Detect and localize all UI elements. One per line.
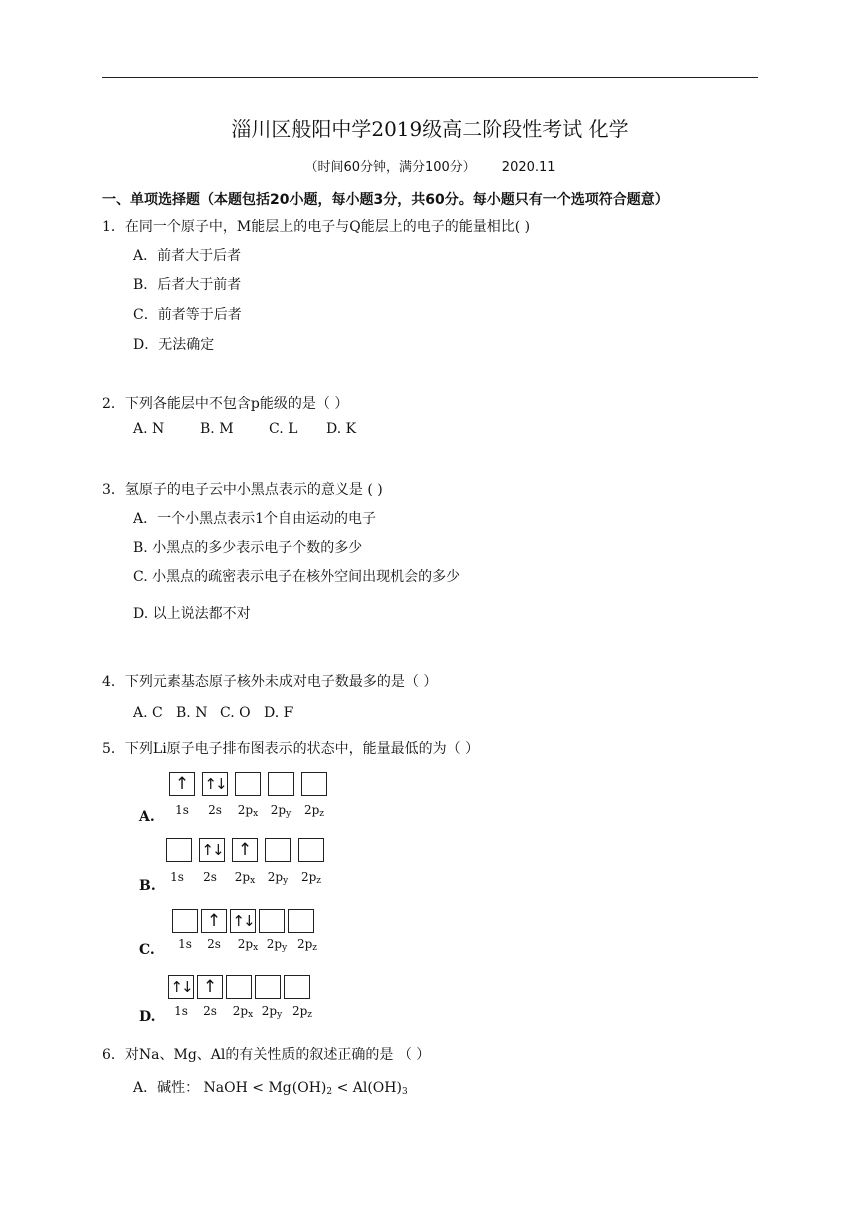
question-1-option-a: A．前者大于后者 [133, 248, 242, 264]
orbital-box [166, 838, 192, 862]
question-3-option-d: D. 以上说法都不对 [133, 606, 251, 622]
diagram-c-label: C. [139, 942, 155, 958]
time-info: （时间60分钟，满分100分） [304, 160, 476, 175]
question-4-option-a: A. C [133, 705, 163, 721]
question-6-option-a: A．碱性： NaOH < $Mg(OH)_2 < Al(OH)_3$ [133, 1080, 408, 1097]
question-5-stem: 5．下列Li原子电子排布图表示的状态中，能量最低的为（ ） [102, 741, 480, 757]
orbital-box [284, 975, 310, 999]
orbital-box: ↑↓ [168, 975, 194, 999]
question-3-option-b: B. 小黑点的多少表示电子个数的多少 [133, 540, 363, 556]
orbital-box: ↑ [197, 975, 223, 999]
orbital-label: $2p_y$ [270, 803, 292, 819]
page-title: 淄川区般阳中学2019级高二阶段性考试 化学 [231, 117, 629, 141]
orbital-box [226, 975, 252, 999]
orbital-box [268, 772, 294, 796]
orbital-box [265, 838, 291, 862]
orbital-label: 2s [203, 870, 217, 884]
question-3-option-a: A．一个小黑点表示1个自由运动的电子 [133, 511, 377, 527]
orbital-label: $2p_x$ [234, 870, 256, 886]
question-1-option-d: D．无法确定 [133, 337, 215, 353]
question-1-option-b: B．后者大于前者 [133, 277, 242, 293]
orbital-label: $2p_y$ [266, 937, 288, 953]
orbital-box [301, 772, 327, 796]
question-2-option-a: A. N [133, 421, 165, 437]
diagram-d-label: D. [139, 1009, 156, 1025]
orbital-box [235, 772, 261, 796]
orbital-label: $2p_y$ [267, 870, 289, 886]
question-4-stem: 4．下列元素基态原子核外未成对电子数最多的是（ ） [102, 674, 438, 690]
question-4-option-b: B. N [176, 705, 208, 721]
orbital-label: $2p_z$ [291, 1004, 313, 1020]
diagram-a-label: A. [139, 809, 155, 825]
diagram-b-label: B. [139, 878, 156, 894]
orbital-label: 2s [208, 803, 222, 817]
exam-date: 2020.11 [501, 160, 556, 175]
question-3-stem: 3．氢原子的电子云中小黑点表示的意义是 ( ) [102, 482, 383, 498]
orbital-label: $2p_z$ [300, 870, 322, 886]
question-2-stem: 2．下列各能层中不包含p能级的是（ ） [102, 396, 349, 412]
orbital-label: 2s [203, 1004, 217, 1018]
section-heading: 一、单项选择题（本题包括20小题，每小题3分，共60分。每小题只有一个选项符合题意） [102, 192, 669, 208]
orbital-label: 1s [174, 1004, 188, 1018]
orbital-box [255, 975, 281, 999]
orbital-box: ↑ [201, 909, 227, 933]
question-4-option-d: D. F [264, 705, 294, 721]
question-6-stem: 6．对Na、Mg、Al的有关性质的叙述正确的是 （ ） [102, 1047, 431, 1063]
question-4-option-c: C. O [220, 705, 251, 721]
orbital-box [172, 909, 198, 933]
orbital-box: ↑↓ [202, 772, 228, 796]
question-2-option-d: D. K [326, 421, 357, 437]
orbital-box [259, 909, 285, 933]
question-2-option-c: C. L [269, 421, 298, 437]
question-1-option-c: C．前者等于后者 [133, 307, 242, 323]
orbital-box: ↑ [169, 772, 195, 796]
orbital-label: $2p_x$ [232, 1004, 254, 1020]
orbital-label: 1s [175, 803, 189, 817]
orbital-box: ↑ [232, 838, 258, 862]
question-1-stem: 1．在同一个原子中，M能层上的电子与Q能层上的电子的能量相比( ) [102, 219, 531, 235]
question-2-option-b: B. M [200, 421, 234, 437]
orbital-label: 2s [207, 937, 221, 951]
question-3-option-c: C. 小黑点的疏密表示电子在核外空间出现机会的多少 [133, 569, 461, 585]
orbital-label: $2p_x$ [237, 803, 259, 819]
exam-meta [0, 156, 860, 175]
header-rule [102, 77, 758, 78]
orbital-label: $2p_y$ [261, 1004, 283, 1020]
orbital-box: ↑↓ [230, 909, 256, 933]
orbital-box [298, 838, 324, 862]
orbital-label: 1s [178, 937, 192, 951]
orbital-label: $2p_z$ [303, 803, 325, 819]
orbital-label: $2p_x$ [237, 937, 259, 953]
orbital-box: ↑↓ [199, 838, 225, 862]
orbital-box [288, 909, 314, 933]
orbital-label: 1s [170, 870, 184, 884]
orbital-label: $2p_z$ [296, 937, 318, 953]
